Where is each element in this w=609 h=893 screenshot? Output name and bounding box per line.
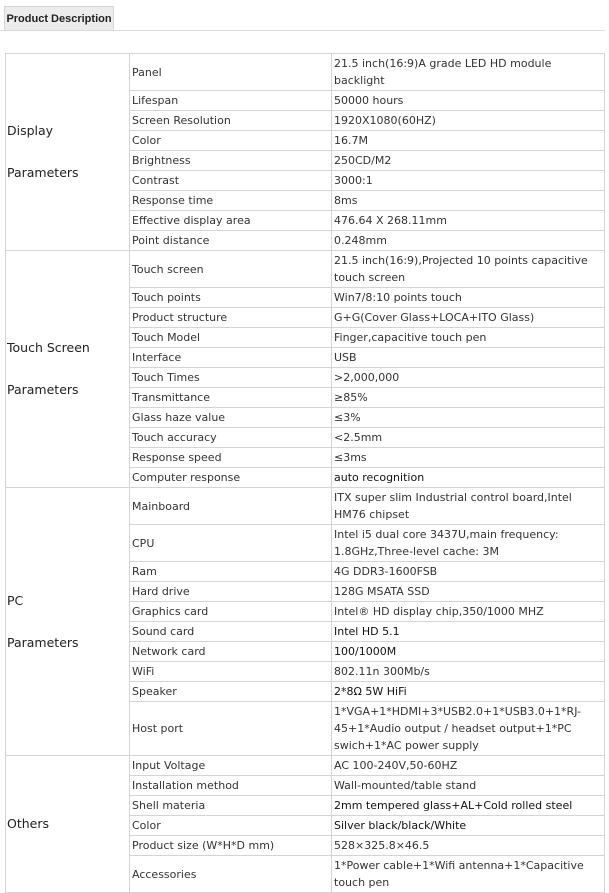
spec-label: Touch points	[130, 288, 332, 308]
spec-label: Product size (W*H*D mm)	[130, 836, 332, 856]
spec-label: Brightness	[130, 151, 332, 171]
spec-label: Host port	[130, 702, 332, 756]
group-heading-line: Display	[7, 123, 54, 138]
spec-label: Contrast	[130, 171, 332, 191]
spec-value: 250CD/M2	[332, 151, 605, 171]
group-heading-line: Touch Screen	[7, 340, 90, 355]
table-row	[6, 756, 605, 776]
table-row	[6, 488, 605, 525]
spec-label: Product structure	[130, 308, 332, 328]
group-heading-line: Parameters	[7, 382, 79, 397]
spec-label: Transmittance	[130, 388, 332, 408]
spec-label: Computer response	[130, 468, 332, 488]
spec-value: Finger,capacitive touch pen	[332, 328, 605, 348]
spec-value: Silver black/black/White	[332, 816, 605, 836]
group-heading-line: Parameters	[7, 165, 79, 180]
spec-label: Panel	[130, 54, 332, 91]
spec-value: 3000:1	[332, 171, 605, 191]
spec-label: Installation method	[130, 776, 332, 796]
spec-label: Touch Model	[130, 328, 332, 348]
spec-label: Accessories	[130, 856, 332, 893]
spec-label: Ram	[130, 562, 332, 582]
spec-value: <2.5mm	[332, 428, 605, 448]
spec-value: ≥85%	[332, 388, 605, 408]
spec-table	[5, 53, 605, 893]
spec-label: Response time	[130, 191, 332, 211]
group-heading	[6, 488, 130, 756]
spec-value: USB	[332, 348, 605, 368]
spec-label: Color	[130, 816, 332, 836]
spec-value: 100/1000M	[332, 642, 605, 662]
spec-value: ≤3ms	[332, 448, 605, 468]
spec-label: Color	[130, 131, 332, 151]
spec-value: Win7/8:10 points touch	[332, 288, 605, 308]
spec-value: ITX super slim Industrial control board,Intel HM76 chipset	[332, 488, 605, 525]
spec-value: 2*8Ω 5W HiFi	[332, 682, 605, 702]
spec-label: Speaker	[130, 682, 332, 702]
spec-value: AC 100-240V,50-60HZ	[332, 756, 605, 776]
spec-label: Screen Resolution	[130, 111, 332, 131]
spec-value: ≤3%	[332, 408, 605, 428]
spec-value: 50000 hours	[332, 91, 605, 111]
spec-value: G+G(Cover Glass+LOCA+ITO Glass)	[332, 308, 605, 328]
spec-label: Network card	[130, 642, 332, 662]
spec-value: >2,000,000	[332, 368, 605, 388]
spec-value: 1*Power cable+1*Wifi antenna+1*Capacitive touch pen	[332, 856, 605, 893]
spec-value: 476.64 X 268.11mm	[332, 211, 605, 231]
spec-value: 1*VGA+1*HDMI+3*USB2.0+1*USB3.0+1*RJ-45+1*Audio output / headset output+1*PC swich+1*AC power supply	[332, 702, 605, 756]
spec-value: 528×325.8×46.5	[332, 836, 605, 856]
group-heading-line: Parameters	[7, 634, 79, 650]
spec-label: Shell materia	[130, 796, 332, 816]
spec-value: 4G DDR3-1600FSB	[332, 562, 605, 582]
spec-value: Intel® HD display chip,350/1000 MHZ	[332, 602, 605, 622]
group-heading	[6, 756, 130, 893]
spec-value: 8ms	[332, 191, 605, 211]
group-heading	[6, 251, 130, 488]
spec-label: Response speed	[130, 448, 332, 468]
spec-value: 21.5 inch(16:9)A grade LED HD module backlight	[332, 54, 605, 91]
spec-value: 21.5 inch(16:9),Projected 10 points capacitive touch screen	[332, 251, 605, 288]
table-row	[6, 251, 605, 288]
spec-value: 0.248mm	[332, 231, 605, 251]
group-heading-line: PC	[7, 592, 24, 608]
spec-value: Intel i5 dual core 3437U,main frequency: 1.8GHz,Three-level cache: 3M	[332, 525, 605, 562]
spec-label: Glass haze value	[130, 408, 332, 428]
spec-label: Touch accuracy	[130, 428, 332, 448]
spec-value: 16.7M	[332, 131, 605, 151]
spec-label: Touch screen	[130, 251, 332, 288]
spec-value: 2mm tempered glass+AL+Cold rolled steel	[332, 796, 605, 816]
spec-label: Effective display area	[130, 211, 332, 231]
tab-product-description[interactable]: Product Description	[4, 6, 114, 31]
spec-value: 1920X1080(60HZ)	[332, 111, 605, 131]
spec-label: Mainboard	[130, 488, 332, 525]
spec-label: Hard drive	[130, 582, 332, 602]
table-row	[6, 54, 605, 91]
spec-value: 802.11n 300Mb/s	[332, 662, 605, 682]
spec-label: CPU	[130, 525, 332, 562]
spec-value: auto recognition	[332, 468, 605, 488]
spec-label: Graphics card	[130, 602, 332, 622]
spec-value: Intel HD 5.1	[332, 622, 605, 642]
group-heading	[6, 54, 130, 251]
spec-value: 128G MSATA SSD	[332, 582, 605, 602]
spec-label: Point distance	[130, 231, 332, 251]
tab-bar-divider	[0, 30, 605, 31]
spec-value: Wall-mounted/table stand	[332, 776, 605, 796]
spec-label: Sound card	[130, 622, 332, 642]
tab-bar	[0, 0, 609, 31]
spec-label: Input Voltage	[130, 756, 332, 776]
spec-label: WiFi	[130, 662, 332, 682]
spec-label: Interface	[130, 348, 332, 368]
spec-label: Lifespan	[130, 91, 332, 111]
spec-label: Touch Times	[130, 368, 332, 388]
group-heading-line: Others	[7, 816, 50, 831]
